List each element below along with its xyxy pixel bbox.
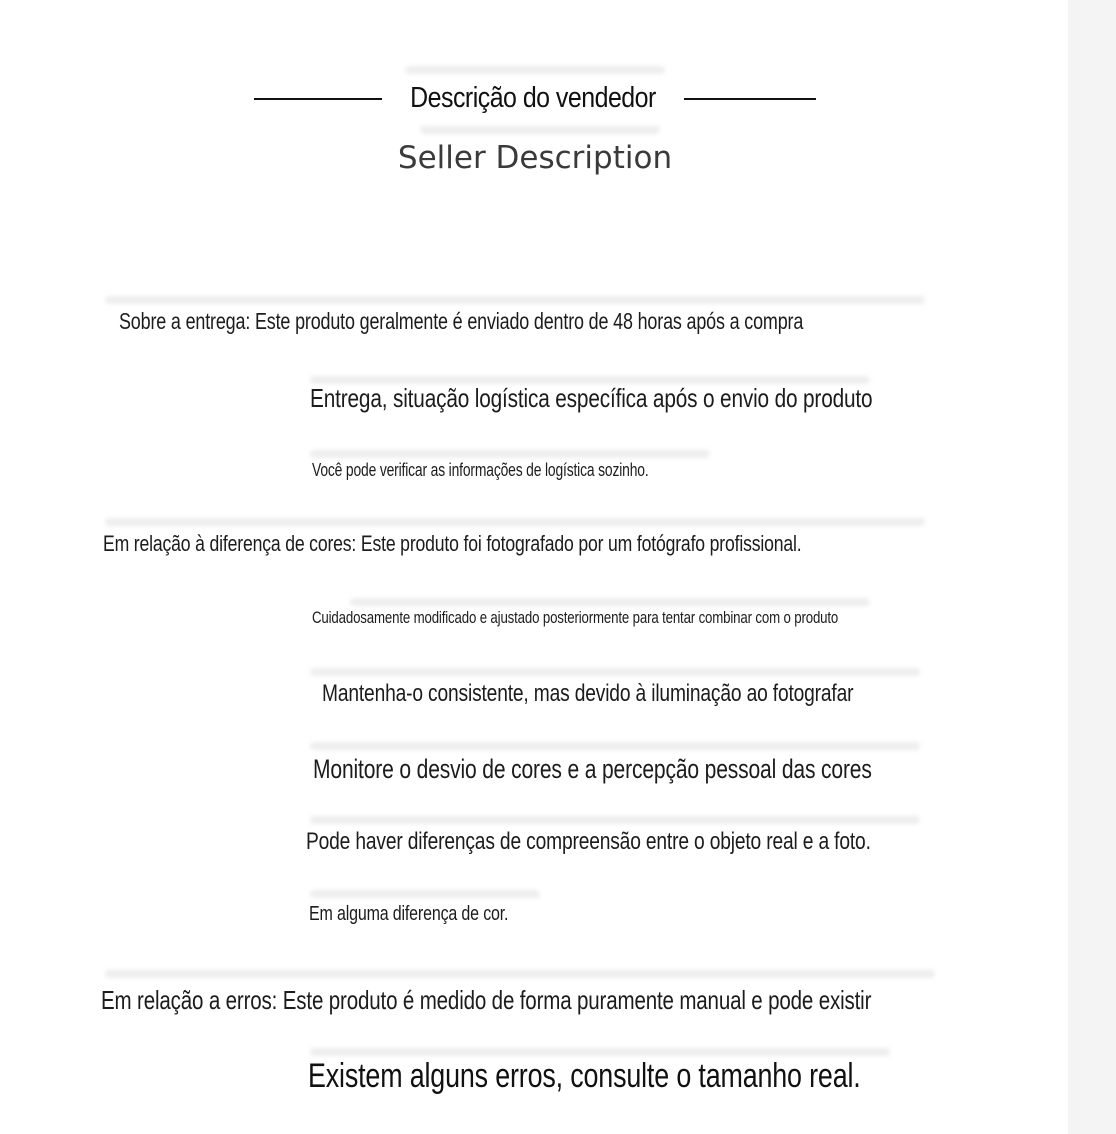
measurement-error-text: Em relação a erros: Este produto é medido de forma puramente manual e pode existir bbox=[101, 985, 872, 1015]
title-divider-left bbox=[254, 98, 382, 100]
color-difference-text: Em relação à diferença de cores: Este produto foi fotografado por um fotógrafo profissional. bbox=[103, 531, 802, 556]
background-artifact bbox=[310, 668, 920, 676]
page-title: Descrição do vendedor bbox=[410, 82, 656, 114]
color-note-text: Em alguma diferença de cor. bbox=[309, 903, 509, 925]
color-deviation-text: Monitore o desvio de cores e a percepção pessoal das cores bbox=[313, 754, 872, 784]
comprehension-difference-text: Pode haver diferenças de compreensão entre o objeto real e a foto. bbox=[306, 828, 871, 855]
delivery-text: Sobre a entrega: Este produto geralmente é enviado dentro de 48 horas após a compra bbox=[119, 308, 804, 334]
color-adjustment-text: Cuidadosamente modificado e ajustado posteriormente para tentar combinar com o produto bbox=[312, 608, 839, 627]
background-artifact bbox=[310, 450, 710, 458]
logistics-check-text: Você pode verificar as informações de logística sozinho. bbox=[312, 460, 649, 480]
background-artifact bbox=[310, 1048, 890, 1056]
background-artifact bbox=[420, 126, 660, 134]
background-artifact bbox=[310, 890, 540, 898]
background-artifact bbox=[105, 296, 925, 304]
background-artifact bbox=[105, 518, 925, 526]
background-artifact bbox=[310, 742, 920, 750]
background-artifact bbox=[350, 598, 870, 606]
right-gutter bbox=[1068, 0, 1116, 1134]
background-artifact bbox=[310, 816, 920, 824]
color-consistency-text: Mantenha-o consistente, mas devido à iluminação ao fotografar bbox=[322, 680, 854, 707]
background-artifact bbox=[105, 970, 935, 978]
background-artifact bbox=[405, 66, 665, 74]
title-divider-right bbox=[684, 98, 816, 100]
delivery-logistics-text: Entrega, situação logística específica após o envio do produto bbox=[310, 383, 873, 413]
page-subtitle: Seller Description bbox=[397, 140, 673, 176]
real-size-note-text: Existem alguns erros, consulte o tamanho real. bbox=[308, 1057, 861, 1095]
